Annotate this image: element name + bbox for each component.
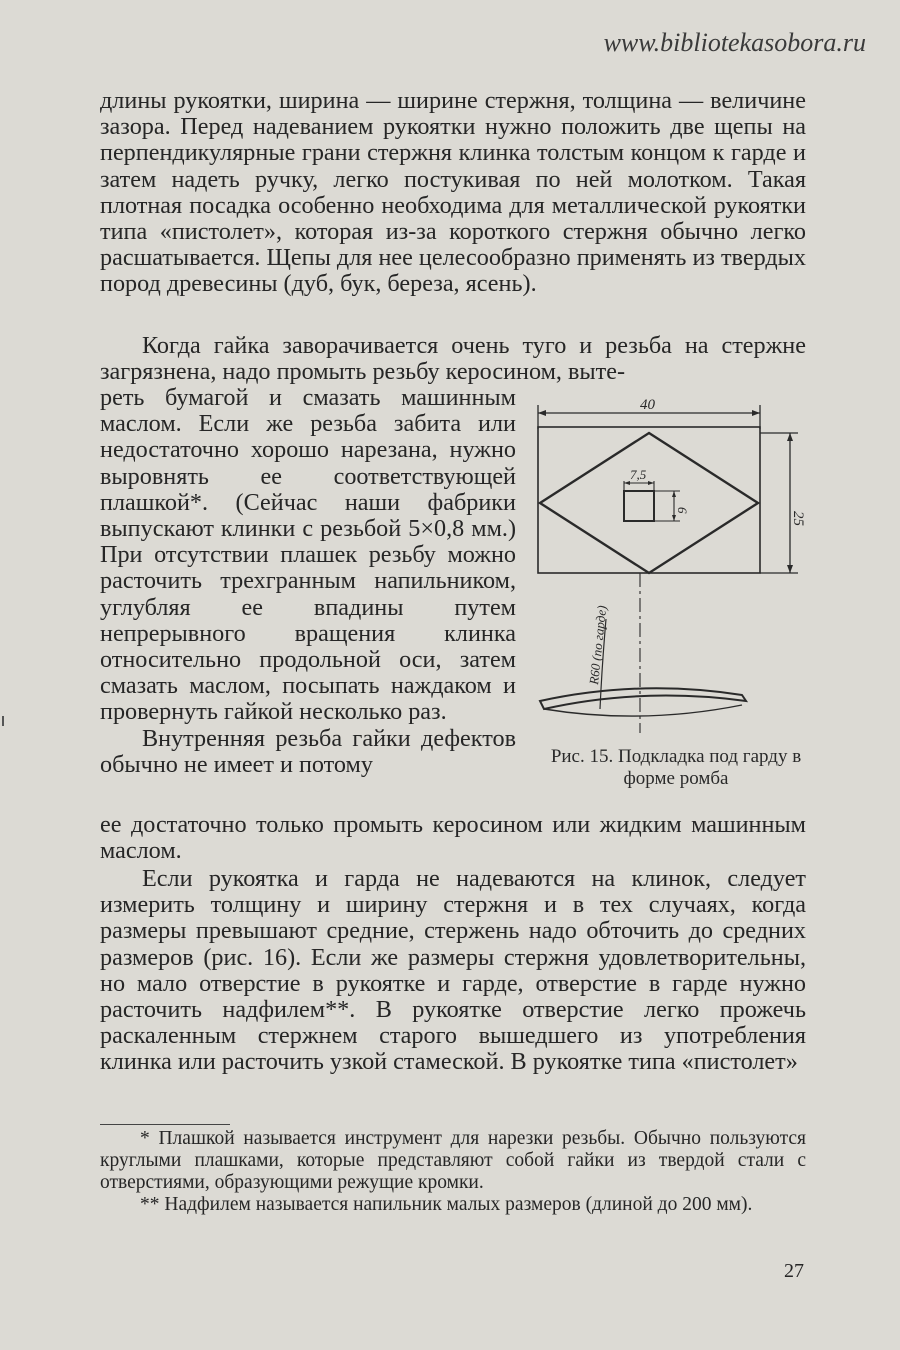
dimension-hole-height-label: 6: [675, 507, 690, 514]
paragraph-3-lead: Внутренняя резьба гайки дефектов обычно не имеет и потому: [100, 724, 516, 778]
dimension-height-label: 25: [790, 511, 806, 526]
footnote-divider: [100, 1124, 230, 1125]
footnote-2: ** Надфилем называется напильник малых размеров (длиной до 200 мм).: [140, 1194, 753, 1215]
site-url: www.bibliotekasobora.ru: [603, 28, 866, 57]
rhombus-outline: [540, 433, 758, 573]
paragraph-3-bottom: [100, 812, 806, 864]
paragraph-2-lead: Когда гайка заворачивается очень туго и резьба на стержне загрязнена, надо промыть резьбу керосином, выте-: [100, 332, 806, 386]
figure-caption: Рис. 15. Подкладка под гарду в форме ромба: [550, 746, 802, 789]
paragraph-1: [100, 88, 806, 298]
paragraph-1-text: длины рукоятки, ширина — ширине стержня, толщина — величине зазора. Перед надеванием рукоятки нужно положить две щепы на перпендикулярные грани стержня клинка толстым концом к гарде и затем надеть ручку, легко постукивая по ней молотком. Такая плотная посадка особенно необходима для металлической рукоятки типа «пистолет», которая из-за короткого стержня обычно легко расшатывается. Щепы для нее целесообразно применять из твердых пород древесины (дуб, бук, береза, ясень).: [100, 87, 806, 298]
dimension-width-label: 40: [640, 397, 655, 413]
figure-rhombus-pad: [528, 395, 818, 735]
paragraph-4: [100, 866, 806, 1076]
radius-label: R60 (по гарде): [586, 604, 610, 686]
paragraph-2-top: [100, 333, 806, 385]
paragraph-3-continued: ее достаточно только промыть керосином или жидким машинным маслом.: [100, 811, 806, 865]
footnote-1: * Плашкой называется инструмент для нарезки резьбы. Обычно пользуются круглыми плашками, которые представляют собой гайки из твердой стали с отверстиями, образующими режущие кромки.: [100, 1128, 806, 1193]
center-hole: [624, 491, 654, 521]
rhombus-pad-drawing: [528, 395, 818, 735]
margin-mark: [2, 716, 14, 726]
paragraph-4-text: Если рукоятка и гарда не надеваются на клинок, следует измерить толщину и ширину стержня и в тех случаях, когда размеры превышают средние, стержень надо обточить до средних размеров (рис. 16). Если же размеры стержня удовлетворительны, но мало отверстие в рукоятке и гарде, отверстие в гарде нужно расточить надфилем**. В рукоятке отверстие легко прожечь раскаленным стержнем старого вышедшего из употребления клинка или расточить узкой стамеской. В рукоятке типа «пистолет»: [100, 865, 806, 1076]
paragraph-2-continued: реть бумагой и смазать машинным маслом. Если же резьба забита или недостаточно хорошо нарезана, нужно выровнять ее соответствующей плашкой*. (Сейчас наши фабрики выпускают клинки с резьбой 5×0,8 мм.) При отсутствии плашек резьбу можно расточить трехгранным напильником, углубляя ее впадины путем непрерывного вращения клинка относительно продольной оси, затем смазать маслом, посыпать наждаком и провернуть гайкой несколько раз.: [100, 384, 516, 726]
curved-pad-profile: [540, 688, 746, 709]
wrapped-text-column: [100, 385, 516, 778]
page-number: 27: [784, 1260, 804, 1282]
bounding-rectangle: [538, 427, 760, 573]
footnotes: [100, 1128, 806, 1216]
dimension-hole-width-label: 7,5: [630, 467, 647, 482]
